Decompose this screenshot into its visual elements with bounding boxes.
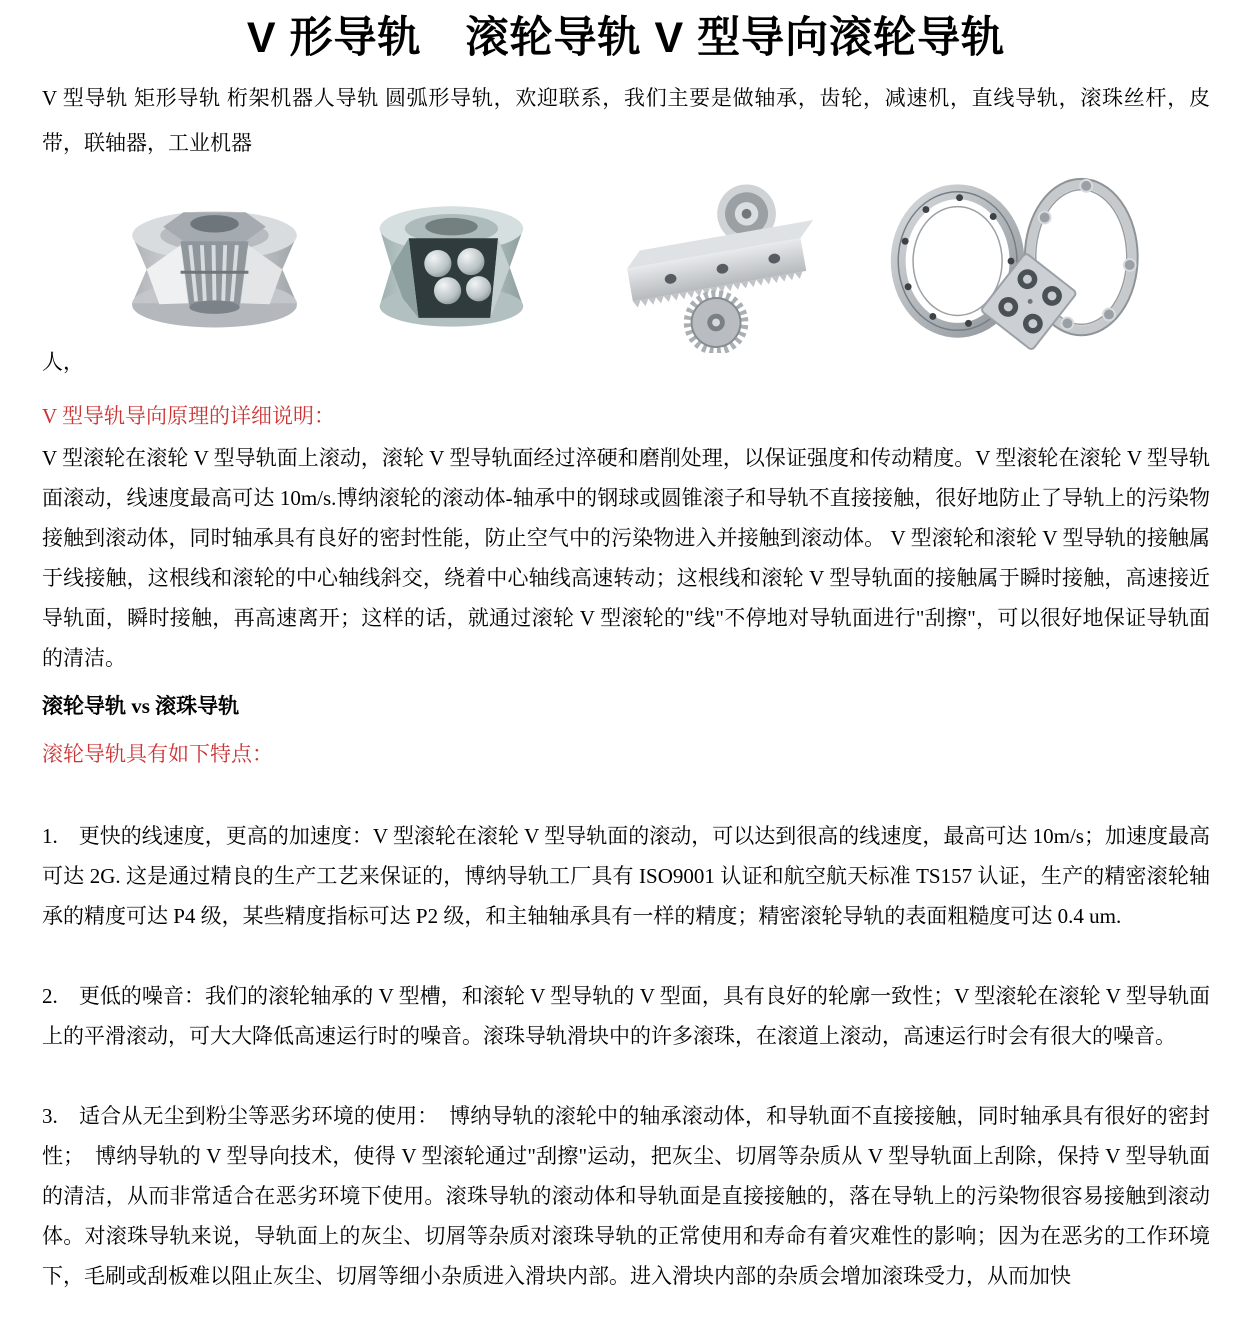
page-title: V 形导轨 滚轮导轨 V 型导向滚轮导轨	[246, 14, 1006, 62]
product-images-row	[60, 168, 1210, 360]
v-roller-bearing-tapered-image	[102, 187, 327, 342]
v-roller-bearing-balls-image	[352, 182, 547, 347]
feature-item-1: 1. 更快的线速度，更高的加速度：V 型滚轮在滚轮 V 型导轨面的滚动，可以达到很高的线速度，最高可达 10m/s；加速度最高可达 2G. 这是通过精良的生产工艺来保证的，博纳导轨工厂具有 ISO9001 认证和航空航天标准 TS157 认证，生产的精密滚轮轴承的精度可达 P4 级，某些精度指标可达 P2 级，和主轴轴承具有一样的精度；精密滚轮导轨的表面粗糙度可达 0.4 um.	[42, 824, 1210, 928]
slewing-rings-image	[882, 170, 1142, 358]
document-page	[0, 8, 1251, 1296]
features-heading: 滚轮导轨具有如下特点：	[42, 742, 273, 766]
principle-heading: V 型导轨导向原理的详细说明：	[42, 404, 336, 428]
gear-rack-pinion-image	[609, 175, 834, 353]
feature-item-2: 2. 更低的噪音：我们的滚轮轴承的 V 型槽，和滚轮 V 型导轨的 V 型面，具有良好的轮廓一致性；V 型滚轮在滚轮 V 型导轨面上的平滑滚动，可大大降低高速运行时的噪音。滚珠导轨滑块中的许多滚珠，在滚道上滚动，高速运行时会有很大的噪音。	[42, 984, 1210, 1048]
principle-paragraph: V 型滚轮在滚轮 V 型导轨面上滚动，滚轮 V 型导轨面经过淬硬和磨削处理，以保证强度和传动精度。V 型滚轮在滚轮 V 型导轨面滚动，线速度最高可达 10m/s.博纳滚轮的滚动体-轴承中的钢球或圆锥滚子和导轨不直接接触，很好地防止了导轨上的污染物接触到滚动体，同时轴承具有良好的密封性能，防止空气中的污染物进入并接触到滚动体。 V 型滚轮和滚轮 V 型导轨的接触属于线接触，这根线和滚轮的中心轴线斜交，绕着中心轴线高速转动；这根线和滚轮 V 型导轨面的接触属于瞬时接触，高速接近导轨面，瞬时接触，再高速离开；这样的话，就通过滚轮 V 型滚轮的"线"不停地对导轨面进行"刮擦"，可以很好地保证导轨面的清洁。	[42, 446, 1210, 670]
wrapped-text-fragment: 人，	[42, 350, 84, 374]
intro-paragraph: V 型导轨 矩形导轨 桁架机器人导轨 圆弧形导轨，欢迎联系，我们主要是做轴承，齿轮，减速机，直线导轨，滚珠丝杆，皮带，联轴器，工业机器	[42, 86, 1210, 155]
comparison-heading: 滚轮导轨 vs 滚珠导轨	[42, 694, 240, 718]
feature-item-3: 3. 适合从无尘到粉尘等恶劣环境的使用： 博纳导轨的滚轮中的轴承滚动体，和导轨面不直接接触，同时轴承具有很好的密封性； 博纳导轨的 V 型导向技术，使得 V 型滚轮通过"刮擦"运动，把灰尘、切屑等杂质从 V 型导轨面上刮除，保持 V 型导轨面的清洁，从而非常适合在恶劣环境下使用。滚珠导轨的滚动体和导轨面是直接接触的，落在导轨上的污染物很容易接触到滚动体。对滚珠导轨来说，导轨面上的灰尘、切屑等杂质对滚珠导轨的正常使用和寿命有着灾难性的影响；因为在恶劣的工作环境下，毛刷或刮板难以阻止灰尘、切屑等细小杂质进入滑块内部。进入滑块内部的杂质会增加滚珠受力，从而加快	[42, 1104, 1210, 1288]
